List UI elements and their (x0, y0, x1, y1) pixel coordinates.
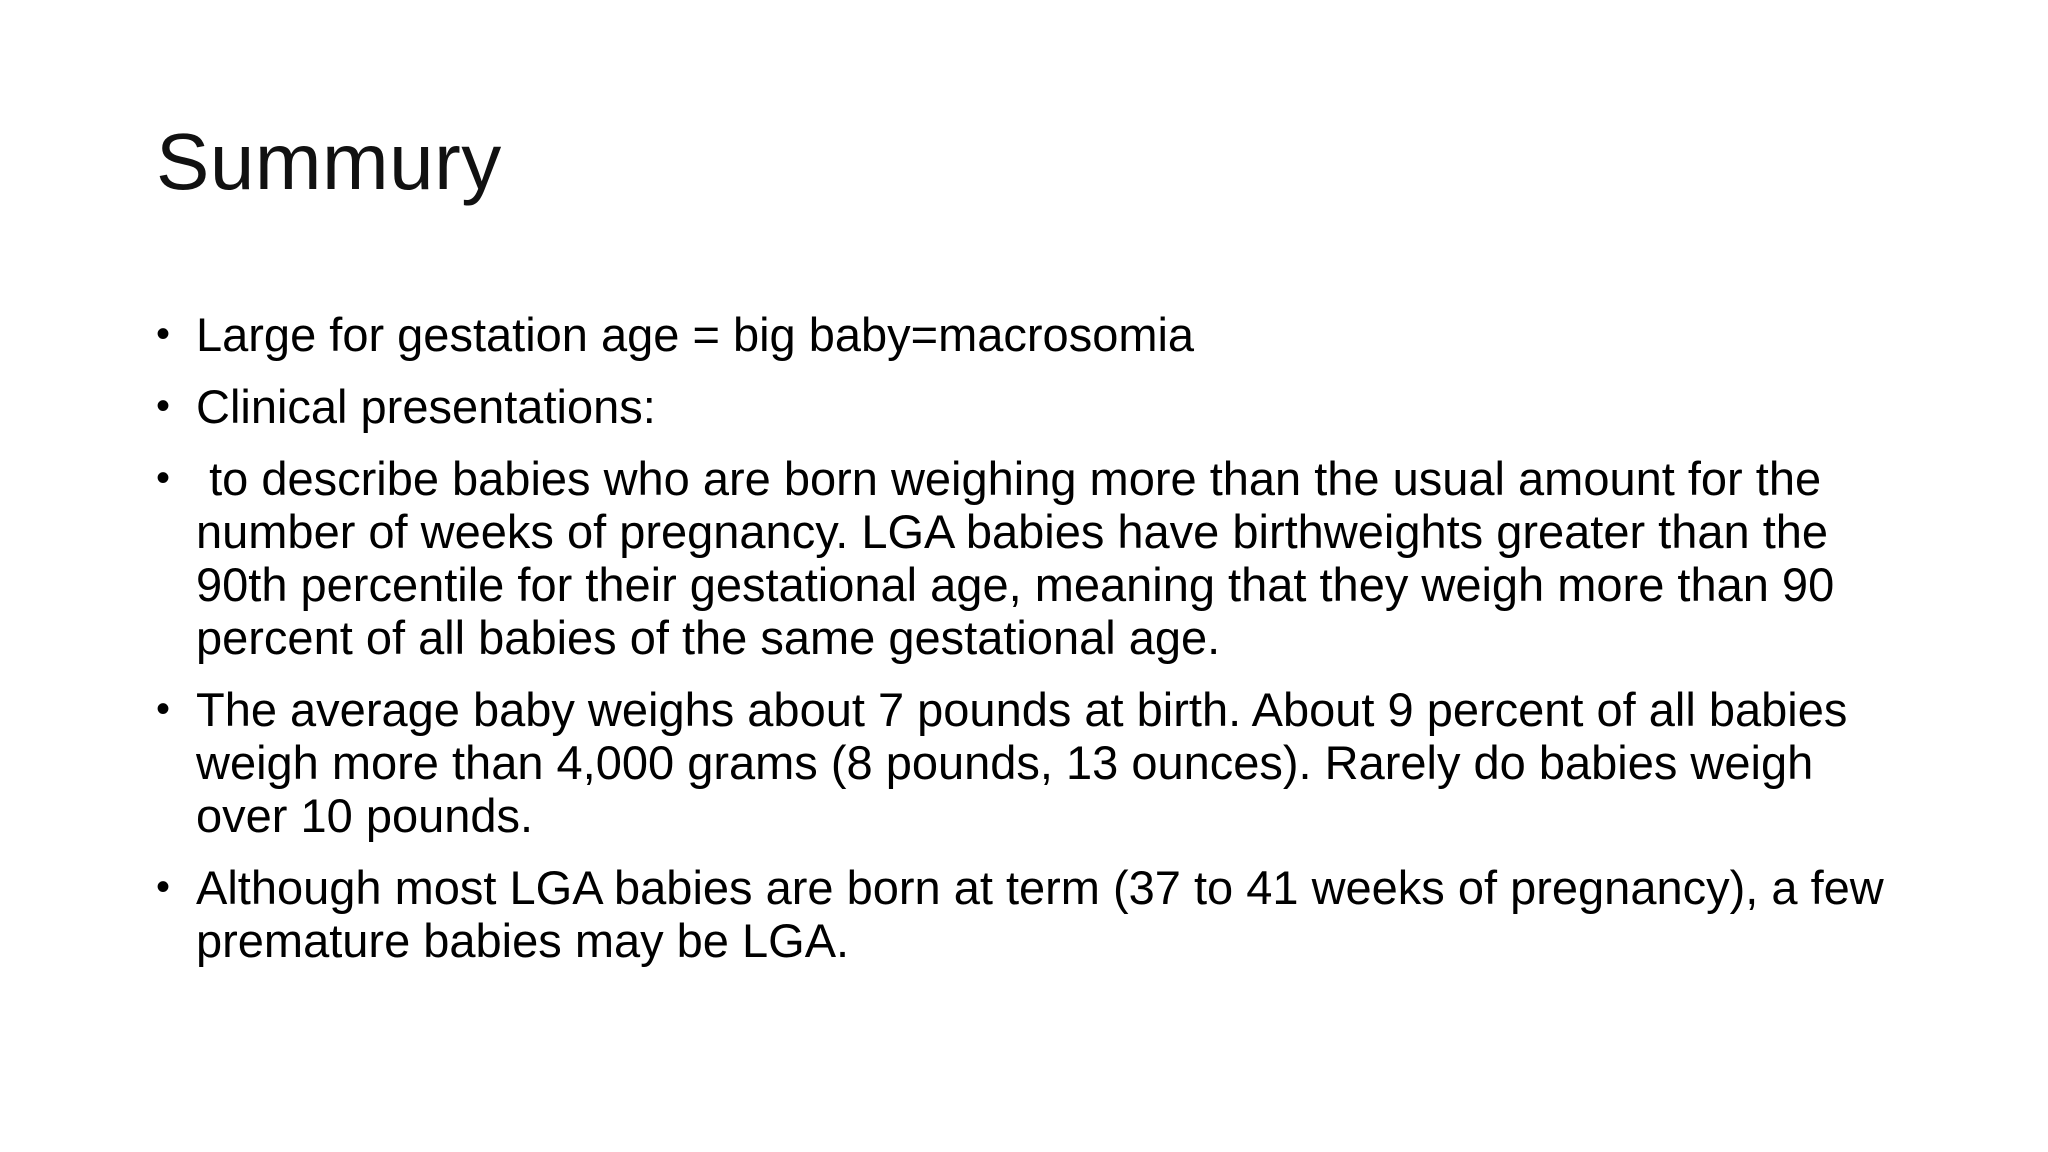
bullet-text: Although most LGA babies are born at term (37 to 41 weeks of pregnancy), a few premature babies may be LGA. (196, 861, 1884, 967)
bullet-text: Clinical presentations: (196, 380, 656, 433)
bullet-icon: • (156, 456, 171, 500)
bullet-item (156, 308, 1916, 361)
bullet-item (156, 683, 1916, 842)
bullet-icon: • (156, 687, 171, 731)
bullet-text: to describe babies who are born weighing more than the usual amount for the number of weeks of pregnancy. LGA babies have birthweights greater than the 90th percentile for their gestational age, meaning that they weigh more than 90 percent of all babies of the same gestational age. (196, 452, 1848, 664)
bullet-text: Large for gestation age = big baby=macrosomia (196, 308, 1195, 361)
bullet-text: The average baby weighs about 7 pounds at birth. About 9 percent of all babies weigh more than 4,000 grams (8 pounds, 13 ounces). Rarely do babies weigh over 10 pounds. (196, 683, 1848, 842)
bullet-icon: • (156, 312, 171, 356)
bullet-item (156, 452, 1916, 664)
bullet-list (156, 308, 1916, 986)
bullet-item (156, 861, 1916, 967)
bullet-item (156, 380, 1916, 433)
bullet-icon: • (156, 384, 171, 428)
bullet-icon: • (156, 865, 171, 909)
slide-title: Summury (156, 117, 502, 206)
